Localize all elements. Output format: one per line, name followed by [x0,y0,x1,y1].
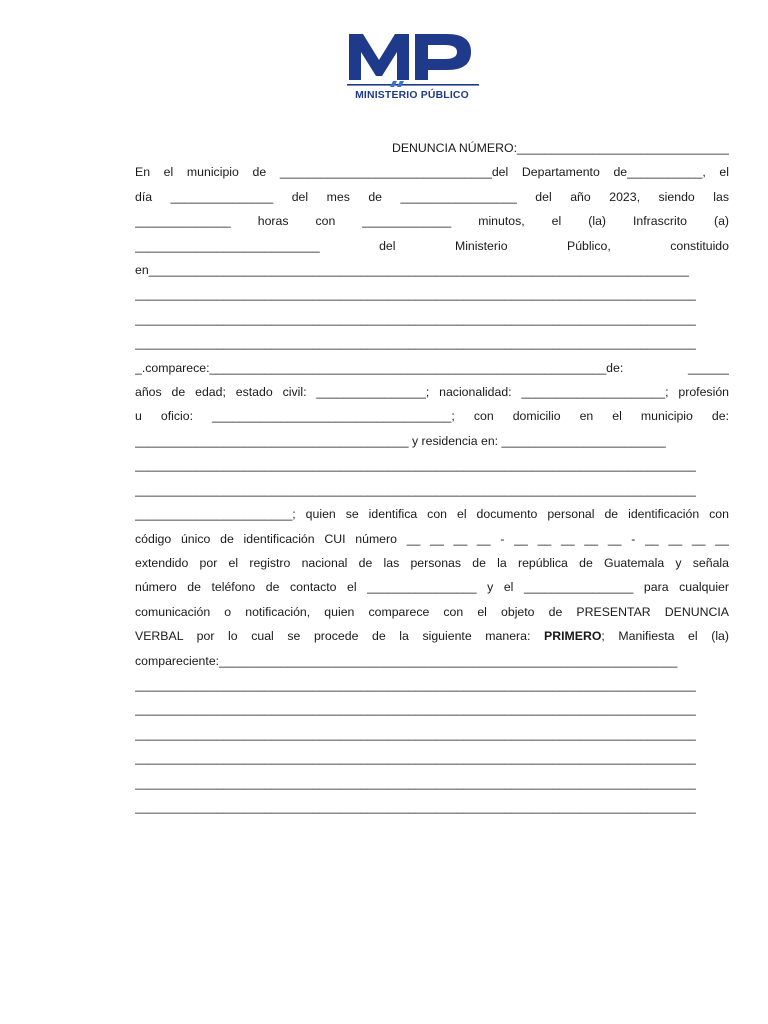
blank-rule-1: __________________________________________________________________________________ [135,287,696,302]
text-line-10: años de edad; estado civil: ________________; nacionalidad: _____________________; profesión [135,385,729,400]
blank-rule-2: __________________________________________________________________________________ [135,311,696,326]
comparece-line: _.comparece:__________________________________________________________de: ______ [135,360,729,375]
trailing-rule-3: __________________________________________________________________________________ [135,726,696,741]
verbal-line: VERBAL por lo cual se procede de la siguiente manera: PRIMERO; Manifiesta el (la) [135,629,729,644]
phone-line: número de teléfono de contacto el ________________ y el ________________ para cualquier [135,580,729,595]
text-line-1: En el municipio de _______________________________del Departamento de___________, el [135,165,729,180]
text-line-3: ______________ horas con _____________ minutos, el (la) Infrascrito (a) [135,214,729,229]
text-line-12: ________________________________________ y residencia en: ________________________ [135,433,666,448]
text-line-11: u oficio: ___________________________________; con domicilio en el municipio de: [135,409,729,424]
text-line-19: comunicación o notificación, quien comparece con el objeto de PRESENTAR DENUNCIA [135,604,729,619]
text-line-4: ___________________________ del Ministerio Público, constituido [135,238,729,253]
ministerio-publico-logo [341,30,483,108]
text-line-5: en_______________________________________________________________________________ [135,263,689,278]
trailing-rule-4: __________________________________________________________________________________ [135,751,696,766]
blank-rule-3: __________________________________________________________________________________ [135,336,696,351]
compareciente-line: compareciente:___________________________________________________________________ [135,653,678,668]
trailing-rule-1: __________________________________________________________________________________ [135,677,696,692]
cui-line: código único de identificación CUI número __ __ __ __ - __ __ __ __ __ - __ __ __ __ [135,531,729,546]
blank-rule-5: __________________________________________________________________________________ [135,482,696,497]
trailing-rule-2: __________________________________________________________________________________ [135,702,696,717]
text-line-17: extendido por el registro nacional de las personas de la república de Guatemala y señala [135,555,729,570]
denuncia-number-title: DENUNCIA NÚMERO:_______________________________ [391,141,729,155]
trailing-rule-6: __________________________________________________________________________________ [135,799,696,814]
trailing-rule-5: __________________________________________________________________________________ [135,775,696,790]
text-line-2: día _______________ del mes de _________________ del año 2023, siendo las [135,189,729,204]
text-line-15: _______________________; quien se identifica con el documento personal de identificación con [135,507,729,522]
primero-label: PRIMERO [544,629,602,644]
denuncia-form [135,136,729,819]
logo-caption: MINISTERIO PÚBLICO [355,90,469,101]
blank-rule-4: __________________________________________________________________________________ [135,458,696,473]
mp-logo-mark-icon [341,30,483,90]
